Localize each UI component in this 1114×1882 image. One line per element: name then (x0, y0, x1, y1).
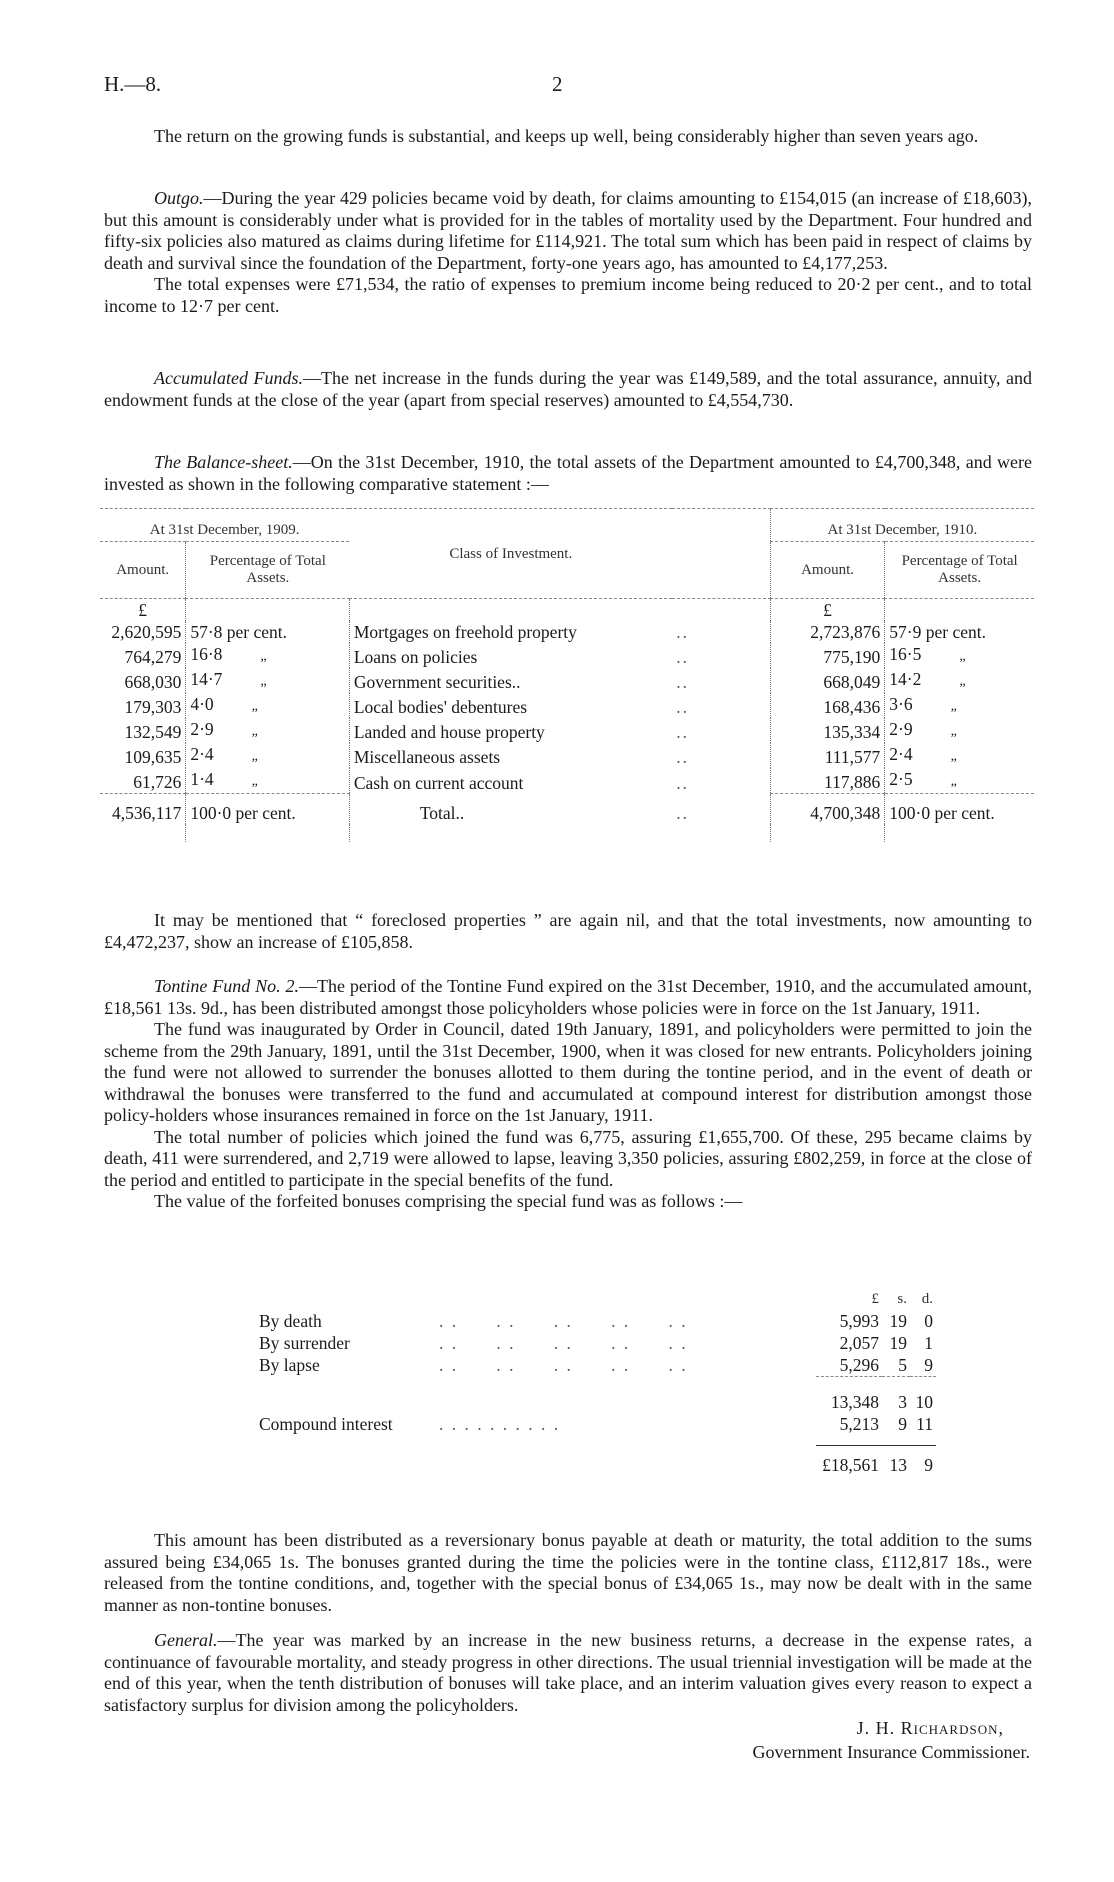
table-row (100, 743, 1034, 768)
ditto-mark: „ (260, 649, 267, 664)
paragraph-text: The total number of policies which joined the fund was 6,775, assuring £1,655,700. Of these, 295 became claims by death, 411 were surrendered, and 2,719 were allowed to lapse, leaving 3,350 policies, assuring £802,259, in force at the close of the period and entitled to participate in the special benefits of the fund. (104, 1126, 1032, 1190)
pct-1909: 16·8 (190, 644, 223, 664)
pct-1909: 14·7 (190, 669, 223, 689)
currency-1910: £ (770, 599, 884, 622)
leader-dots: .. (676, 803, 689, 823)
bonus-table (256, 1288, 936, 1476)
amount-1910: 2,723,876 (770, 621, 884, 643)
ditto-mark: „ (251, 749, 258, 764)
paragraph-text: The value of the forfeited bonuses comprising the special fund was as follows :— (154, 1191, 743, 1211)
total-pct-1910: 100·0 per cent. (885, 794, 1034, 825)
paragraph-text: —During the year 429 policies became void by death, for claims amounting to £154,015 (an increase of £18,603), but this amount is considerably under what is provided for in the tables of mortality used by the Department. Four hundred and fifty-six policies also matured as claims during lifetime for £114,921. The total sum which has been paid in respect of claims by death and survival since the foundation of the Department, forty-one years ago, has amounted to £4,177,253. (104, 188, 1032, 273)
ditto-mark: „ (260, 674, 267, 689)
section-lead: Tontine Fund No. 2. (154, 976, 299, 996)
leader-dots: .. (676, 772, 689, 793)
section-lead: The Balance-sheet. (154, 452, 293, 472)
total-shillings: 13 (889, 1455, 907, 1475)
section-lead: Outgo. (154, 188, 204, 208)
leader-dots: . . . . . . . . . . (439, 1355, 688, 1376)
bonus-shillings: 19 (889, 1333, 907, 1353)
header-class: Class of Investment. (449, 545, 573, 562)
pct-1910: 14·2 (889, 669, 922, 689)
total-pence: 9 (924, 1455, 933, 1475)
ditto-mark: „ (950, 699, 957, 714)
amount-1909: 109,635 (124, 747, 182, 767)
header-amount-1909: Amount. (100, 542, 186, 599)
bonus-shillings: 5 (898, 1355, 907, 1375)
document-code: H.—8. (104, 72, 162, 96)
amount-1909: 132,549 (124, 722, 182, 742)
paragraph-text: The fund was inaugurated by Order in Council, dated 19th January, 1891, and policyholders were permitted to join the scheme from the 29th January, 1891, until the 31st December, 1900, when it was closed for new entrants. Policyholders joining the fund were not allowed to surrender the bonuses allotted to them during the tontine period, and in the event of death or withdrawal the bonuses were transferred to the fund and accumulated at compound interest for distribution amongst those policy-holders whose insurances remained in force on the 1st January, 1911. (104, 1019, 1032, 1125)
table-row (100, 768, 1034, 794)
amount-1909: 2,620,595 (111, 622, 182, 642)
amount-1910: 775,190 (770, 643, 884, 668)
pct-1909: 4·0 (190, 694, 214, 714)
amount-1910: 668,049 (770, 668, 884, 693)
page-number: 2 (552, 72, 563, 96)
pct-1910: 2·4 (889, 744, 913, 764)
bonus-pence: 1 (924, 1333, 933, 1353)
pounds-header: £ (871, 1291, 879, 1307)
leader-dots: . . . . . . . . . . (439, 1414, 561, 1434)
section-lead: Accumulated Funds. (154, 368, 303, 388)
investment-class: Miscellaneous assets (349, 743, 672, 768)
total-1909: 4,536,117 (100, 794, 186, 825)
ditto-mark: „ (950, 749, 957, 764)
bonus-pounds: 2,057 (839, 1333, 879, 1353)
paragraph-accumulated-funds (104, 368, 1032, 411)
paragraph-tontine (104, 976, 1032, 1213)
investment-table (100, 508, 1034, 842)
bonus-pence: 9 (924, 1355, 933, 1375)
ditto-mark: „ (959, 649, 966, 664)
leader-dots: .. (676, 747, 689, 767)
interest-shillings: 9 (898, 1414, 907, 1434)
leader-dots: .. (676, 722, 689, 742)
paragraph-text: It may be mentioned that “ foreclosed properties ” are again nil, and that the total investments, now amounting to £4,472,237, show an increase of £105,858. (104, 910, 1032, 952)
investment-class: Government securities.. (349, 668, 672, 693)
paragraph-text: —The period of the Tontine Fund expired on the 31st December, 1910, and the accumulated amount, £18,561 13s. 9d., has been distributed amongst those policyholders whose policies were in force on the 1st January, 1911. (104, 976, 1032, 1018)
table-row (100, 718, 1034, 743)
interest-pence: 11 (916, 1414, 933, 1434)
total-pct-1909: 100·0 per cent. (186, 794, 350, 825)
paragraph-text: —The year was marked by an increase in the new business returns, a decrease in the expense rates, a continuance of favourable mortality, and steady progress in other directions. The usual triennial investigation will be made at the end of this year, when the tenth distribution of bonuses will take place, and an interim valuation gives every reason to expect a satisfactory surplus for division among the policyholders. (104, 1630, 1032, 1715)
bonus-label: By lapse (259, 1355, 320, 1376)
amount-1910: 117,886 (770, 768, 884, 794)
table-row (100, 621, 1034, 643)
table-row (256, 1354, 936, 1377)
subtotal-shillings: 3 (898, 1392, 907, 1412)
pct-1910: 2·9 (889, 719, 913, 739)
pct-1910: 2·5 (889, 769, 913, 789)
leader-dots: .. (676, 622, 689, 642)
ditto-mark: „ (251, 774, 258, 789)
header-1910: At 31st December, 1910. (770, 509, 1034, 542)
pct-1910: 57·9 per cent. (889, 622, 986, 642)
leader-dots: . . . . . . . . . . (439, 1311, 688, 1331)
table-row (256, 1332, 936, 1354)
paragraph-text: The return on the growing funds is substantial, and keeps up well, being considerably higher than seven years ago. (154, 126, 979, 146)
header-1909: At 31st December, 1909. (149, 522, 300, 538)
bonus-label: By death (259, 1311, 322, 1331)
pct-1909: 1·4 (190, 769, 214, 789)
table-row (100, 693, 1034, 718)
interest-label: Compound interest (259, 1414, 393, 1434)
total-pounds: £18,561 (822, 1455, 879, 1475)
paragraph-balance-sheet (104, 452, 1032, 495)
paragraph-text: The total expenses were £71,534, the ratio of expenses to premium income being reduced to 20·2 per cent., and to total income to 12·7 per cent. (104, 274, 1032, 316)
amount-1910: 168,436 (770, 693, 884, 718)
amount-1910: 135,334 (770, 718, 884, 743)
paragraph-returns (104, 126, 1032, 148)
header-amount-1910: Amount. (770, 542, 884, 599)
signature-name: J. H. Richardson, (856, 1718, 1004, 1738)
paragraph-text: —On the 31st December, 1910, the total assets of the Department amounted to £4,700,348, and were invested as shown in the following comparative statement :— (104, 452, 1033, 494)
investment-class: Cash on current account (349, 768, 672, 794)
header-pct-1910: Percentage of Total Assets. (885, 542, 1034, 599)
bonus-pounds: 5,993 (839, 1311, 879, 1331)
pct-1910: 16·5 (889, 644, 922, 664)
leader-dots: .. (676, 647, 689, 667)
pct-1909: 2·4 (190, 744, 214, 764)
currency-1909: £ (138, 600, 148, 620)
pct-1909: 57·8 per cent. (190, 622, 288, 642)
amount-1909: 764,279 (124, 647, 182, 667)
pct-1909: 2·9 (190, 719, 214, 739)
bonus-label: By surrender (259, 1333, 350, 1353)
ditto-mark: „ (950, 724, 957, 739)
paragraph-text: This amount has been distributed as a reversionary bonus payable at death or maturity, the total addition to the sums assured being £34,065 1s. The bonuses granted during the time the policies were in the tontine class, £112,817 18s., were released from the tontine conditions, and, together with the special bonus of £34,065 1s., may now be dealt with in the same manner as non-tontine bonuses. (104, 1530, 1032, 1615)
interest-pounds: 5,213 (839, 1414, 879, 1434)
pct-1910: 3·6 (889, 694, 913, 714)
investment-class: Loans on policies (349, 643, 672, 668)
amount-1910: 111,577 (770, 743, 884, 768)
table-row (100, 668, 1034, 693)
bonus-shillings: 19 (889, 1311, 907, 1331)
subtotal-pence: 10 (915, 1392, 933, 1412)
leader-dots: .. (676, 697, 689, 717)
paragraph-outgo (104, 188, 1032, 317)
amount-1909: 179,303 (124, 697, 182, 717)
ditto-mark: „ (950, 774, 957, 789)
ditto-mark: „ (251, 724, 258, 739)
paragraph-distributed (104, 1530, 1032, 1616)
amount-1909: 668,030 (124, 672, 182, 692)
paragraph-text: —The net increase in the funds during the year was £149,589, and the total assurance, annuity, and endowment funds at the close of the year (apart from special reserves) amounted to £4,554,730. (104, 368, 1032, 410)
leader-dots: .. (676, 672, 689, 692)
header-pct-1909: Percentage of Total Assets. (186, 542, 350, 599)
bonus-pounds: 5,296 (839, 1355, 879, 1375)
pence-header: d. (921, 1291, 933, 1307)
leader-dots: . . . . . . . . . . (439, 1333, 688, 1353)
ditto-mark: „ (251, 699, 258, 714)
investment-class: Mortgages on freehold property (349, 621, 672, 643)
table-row (100, 643, 1034, 668)
investment-class: Local bodies' debentures (349, 693, 672, 718)
table-row (256, 1310, 936, 1332)
paragraph-foreclosed (104, 910, 1032, 953)
ditto-mark: „ (959, 674, 966, 689)
shillings-header: s. (897, 1291, 907, 1307)
bonus-pence: 0 (924, 1311, 933, 1331)
subtotal-pounds: 13,348 (830, 1392, 879, 1412)
total-label: Total.. (349, 794, 672, 825)
section-lead: General. (154, 1630, 218, 1650)
amount-1909: 61,726 (133, 772, 182, 792)
investment-class: Landed and house property (349, 718, 672, 743)
total-1910: 4,700,348 (770, 794, 884, 825)
signature-title: Government Insurance Commissioner. (752, 1742, 1030, 1762)
paragraph-general (104, 1630, 1032, 1716)
